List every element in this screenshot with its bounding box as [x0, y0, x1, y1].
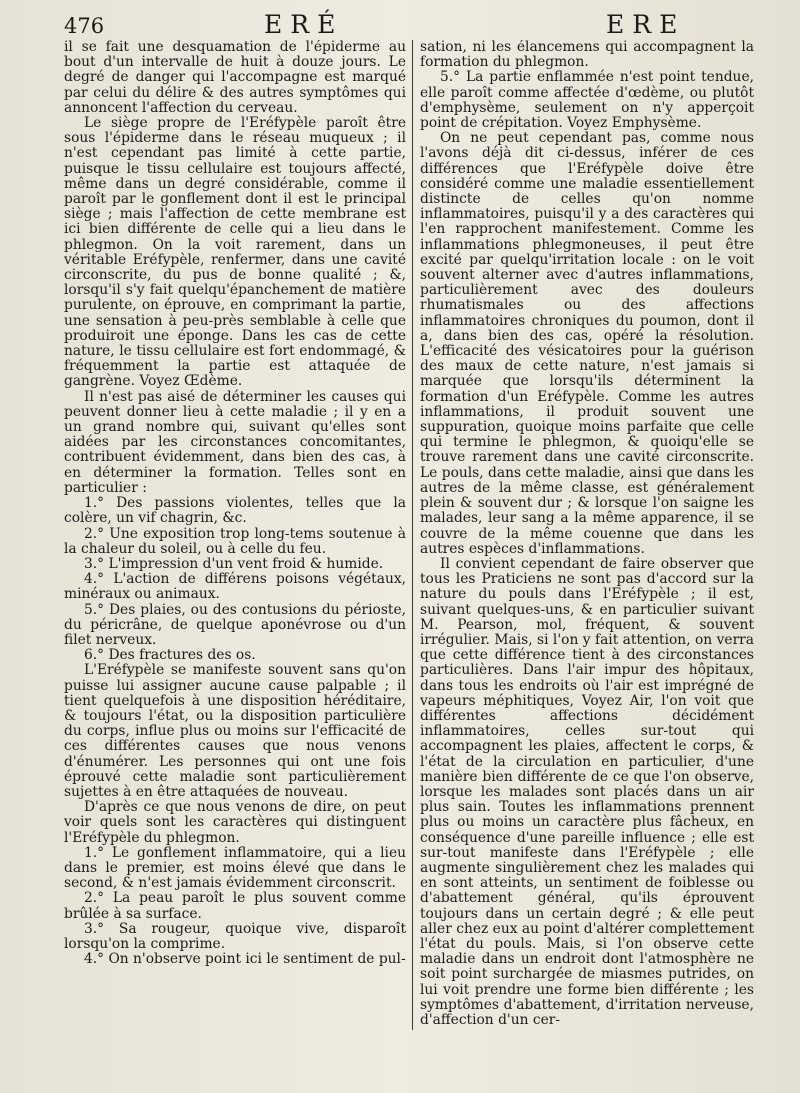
paragraph: Le siège propre de l'Eréfypèle paroît être sous l'épiderme dans le réseau muqueux ; il n'est cependant pas limité à cette partie, puisque le tissu cellulaire est toujours affecté, même dans un degré considérable, comme il paroît par le gonflement dont il est le principal siège ; mais l'affection de cette membrane est ici bien différente de celle qui a lieu dans le phlegmon. On la voit rarement, dans un véritable Eréfypèle, renfermer, dans une cavité circonscrite, du pus de bonne qualité ; &, lorsqu'il s'y fait quelqu'épanchement de matière purulente, on éprouve, en comprimant la partie, une sensation à peu-près semblable à celle que produiroit une éponge. Dans les cas de cette nature, le tissu cellulaire est fort endommagé, & fréquemment la partie est attaquée de gangrène. Voyez Œdème. [64, 115, 406, 390]
paragraph: 4.° On n'observe point ici le sentiment de pul- [84, 951, 406, 968]
page-header [64, 10, 752, 40]
paragraph: 6.° Des fractures des os. [84, 647, 256, 664]
paragraph: 5.° La partie enflammée n'est point tendue, elle paroît comme affectée d'œdème, ou plutôt d'emphysème, seulement on n'y apperçoit point de crépitation. Voyez Emphysème. [420, 69, 754, 132]
paragraph: 4.° L'action de différens poisons végétaux, minéraux ou animaux. [64, 571, 406, 603]
paragraph: Il convient cependant de faire observer que tous les Praticiens ne sont pas d'accord sur la nature du pouls dans l'Eréfypèle ; il est, suivant quelques-uns, & en particulier suivant M. Pearson, mol, fréquent, & souvent irrégulier. Mais, si l'on y fait attention, on verra que cette différence tient à des circonstances particulières. Dans l'air impur des hôpitaux, dans tous les endroits où l'air est imprégné de vapeurs méphitiques, Voyez Air, l'on voit que différentes affections décidément inflammatoires, celles sur-tout qui accompagnent les plaies, affectent le corps, & l'état de la circulation en particulier, d'une manière bien différente de ce que l'on observe, lorsque les malades sont placés dans un air plus sain. Toutes les inflammations prennent plus ou moins un caractère plus fâcheux, en conséquence d'une pareille influence ; elle est sur-tout manifeste dans l'Eréfypèle ; elle augmente singulièrement chez les malades qui en sont atteints, un sentiment de foiblesse ou d'abattement général, qu'ils éprouvent toujours dans un certain degré ; & elle peut aller chez eux au point d'altérer complettement l'état du pouls. Mais, si l'on observe cette maladie dans un endroit dont l'atmosphère ne soit point surchargée de miasmes putrides, on lui voit prendre une forme bien différente ; les symptômes d'abattement, d'irritation nerveuse, d'affection d'un cer- [420, 555, 754, 1028]
paragraph: 3.° Sa rougeur, quoique vive, disparoît lorsqu'on la comprime. [64, 920, 406, 952]
paragraph: 1.° Des passions violentes, telles que la colère, un vif chagrin, &c. [64, 495, 406, 527]
running-head-left: ERÉ [264, 10, 344, 39]
paragraph: sation, ni les élancemens qui accompagnent la formation du phlegmon. [420, 40, 754, 71]
column-divider [412, 40, 413, 1030]
paragraph: 3.° L'impression d'un vent froid & humide. [84, 555, 384, 572]
paragraph: L'Eréfypèle se manifeste souvent sans qu'on puisse lui assigner aucune cause palpable ; il tient quelquefois à une disposition héréditaire, & toujours l'état, ou la disposition particulière du corps, influe plus ou moins sur l'efficacité de ces différentes causes que nous venons d'énumérer. Les personnes qui ont une fois éprouvé cette maladie sont particulièrement sujettes à en être attaquées de nouveau. [64, 662, 406, 800]
paragraph: 5.° Des plaies, ou des contusions du périoste, du péricrâne, de quelque aponévrose ou d'un filet nerveux. [64, 601, 406, 648]
paragraph: 2.° La peau paroît le plus souvent comme brûlée à sa surface. [64, 890, 406, 922]
paragraph: On ne peut cependant pas, comme nous l'avons déjà dit ci-dessus, inférer de ces différences que l'Eréfypèle doive être considéré comme une maladie essentiellement distincte de celles qu'on nomme inflammatoires, puisqu'il y a des caractères qui l'en rapprochent manifestement. Comme les inflammations phlegmoneuses, il peut être excité par quelqu'irritation locale : on le voit souvent alterner avec d'autres inflammations, particulièrement avec des douleurs rhumatismales ou des affections inflammatoires chroniques du poumon, dont il a, dans bien des cas, opéré la résolution. L'efficacité des vésicatoires pour la guérison des maux de cette nature, n'est jamais si marquée que lorsqu'ils déterminent la formation d'un Eréfypèle. Comme les autres inflammations, il produit souvent une suppuration, quoique moins parfaite que celle qui termine le phlegmon, & quoiqu'elle se trouve rarement dans une cavité circonscrite. Le pouls, dans cette maladie, ainsi que dans les autres de la même classe, est généralement plein & souvent dur ; & lorsque l'on saigne les malades, leur sang a la même apparence, il se couvre de la même couenne que dans les autres espèces d'inflammations. [420, 130, 754, 557]
running-head-right: ERE [606, 10, 686, 39]
paragraph: 1.° Le gonflement inflammatoire, qui a lieu dans le premier, est moins élevé que dans le second, & n'est jamais évidemment circonscrit. [64, 844, 406, 892]
page-number: 476 [64, 14, 105, 38]
paragraph: il se fait une desquamation de l'épiderme au bout d'un intervalle de huit à douze jours. Le degré de danger qui l'accompagne est marqué par celui du délire & des autres symptômes qui annoncent l'affection du cerveau. [64, 40, 406, 116]
right-column [420, 40, 754, 1040]
left-column [64, 40, 406, 1040]
paragraph: 2.° Une exposition trop long-tems soutenue à la chaleur du soleil, ou à celle du feu. [64, 525, 406, 557]
paragraph: Il n'est pas aisé de déterminer les causes qui peuvent donner lieu à cette maladie ; il y en a un grand nombre qui, suivant qu'elles sont aidées par les circonstances concomitantes, contribuent évidemment, dans bien des cas, à en déterminer la formation. Telles sont en particulier : [64, 388, 406, 496]
paragraph: D'après ce que nous venons de dire, on peut voir quels sont les caractères qui distinguent l'Eréfypèle du phlegmon. [64, 799, 406, 846]
